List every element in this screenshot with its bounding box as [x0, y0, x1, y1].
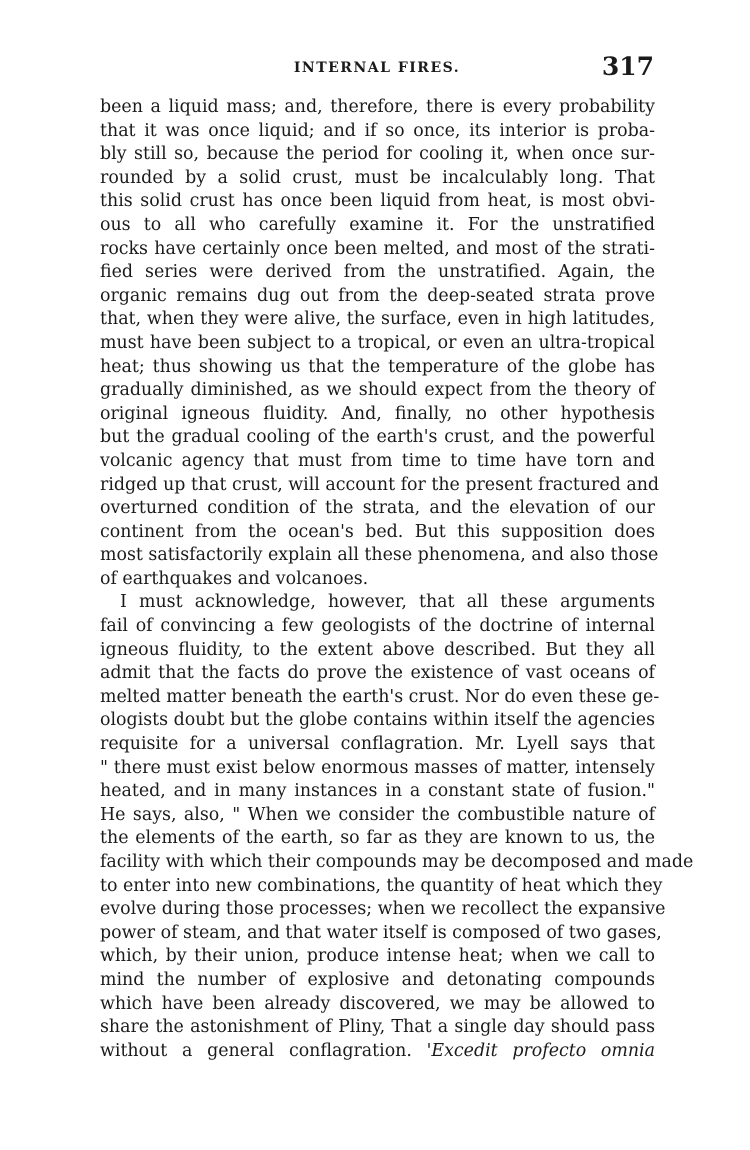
text-line: He says, also, " When we consider the combustible nature of: [100, 804, 655, 825]
text-line: been a liquid mass; and, therefore, there is every probability: [100, 97, 655, 117]
text-line: ologists doubt but the globe contains within itself the agencies: [100, 710, 655, 731]
text-line: most satisfactorily explain all these phenomena, and also those: [100, 545, 659, 566]
text-line: organic remains dug out from the deep-seated strata prove: [100, 285, 655, 306]
running-title: INTERNAL FIRES.: [293, 60, 461, 76]
text-line: original igneous fluidity. And, finally, no other hypothesis: [100, 403, 655, 424]
text-line: power of steam, and that water itself is composed of two gases,: [100, 922, 662, 943]
text-line: ridged up that crust, will account for the present fractured and: [100, 474, 660, 495]
text-line: igneous fluidity, to the extent above described. But they all: [100, 639, 655, 660]
text-line: facility with which their compounds may be decomposed and made: [100, 852, 694, 872]
text-line: mind the number of explosive and detonating compounds: [100, 969, 655, 990]
running-head: [100, 52, 654, 86]
text-line: rounded by a solid crust, must be incalculably long. That: [100, 167, 655, 188]
text-line: rocks have certainly once been melted, and most of the strati-: [100, 238, 655, 259]
text-line: must have been subject to a tropical, or even an ultra-tropical: [100, 332, 655, 353]
text-line: admit that the facts do prove the existence of vast oceans of: [100, 663, 655, 684]
final-line-roman: without a general conflagration.: [100, 1040, 412, 1061]
body-text: [100, 96, 694, 1063]
text-line: heat; thus showing us that the temperature of the globe has: [100, 356, 655, 377]
text-line: that it was once liquid; and if so once, its interior is proba-: [100, 120, 655, 141]
text-line: this solid crust has once been liquid from heat, is most obvi-: [100, 191, 655, 212]
text-line: to enter into new combinations, the quantity of heat which they: [100, 875, 663, 896]
text-line: " there must exist below enormous masses of matter, intensely: [100, 757, 655, 778]
final-line-italic: 'Excedit profecto omnia: [426, 1040, 655, 1061]
text-line: that, when they were alive, the surface, even in high latitudes,: [100, 309, 655, 330]
text-line: continent from the ocean's bed. But this supposition does: [100, 521, 655, 542]
paragraph-end-line: of earthquakes and volcanoes.: [100, 568, 369, 589]
text-line: ous to all who carefully examine it. For the unstratified: [100, 214, 655, 235]
text-line: fail of convincing a few geologists of the doctrine of internal: [100, 616, 655, 637]
text-line-final: [100, 1040, 655, 1064]
text-line: heated, and in many instances in a constant state of fusion.": [100, 781, 655, 802]
text-line: gradually diminished, as we should expect from the theory of: [100, 380, 655, 401]
text-line: but the gradual cooling of the earth's crust, and the powerful: [100, 427, 655, 448]
text-line: share the astonishment of Pliny, That a single day should pass: [100, 1017, 655, 1038]
paragraph-start-line: I must acknowledge, however, that all these arguments: [120, 592, 655, 613]
page-number: 317: [601, 52, 654, 81]
text-line: evolve during those processes; when we recollect the expansive: [100, 899, 666, 920]
text-line: which, by their union, produce intense heat; when we call to: [100, 946, 655, 967]
text-line: volcanic agency that must from time to time have torn and: [100, 450, 655, 471]
text-line: requisite for a universal conflagration. Mr. Lyell says that: [100, 734, 655, 755]
text-line: melted matter beneath the earth's crust. Nor do even these ge-: [100, 686, 660, 707]
text-line: fied series were derived from the unstratified. Again, the: [100, 262, 655, 283]
text-line: the elements of the earth, so far as they are known to us, the: [100, 828, 655, 849]
text-line: which have been already discovered, we may be allowed to: [100, 993, 655, 1014]
text-line: bly still so, because the period for cooling it, when once sur-: [100, 144, 655, 165]
text-line: overturned condition of the strata, and the elevation of our: [100, 498, 655, 519]
